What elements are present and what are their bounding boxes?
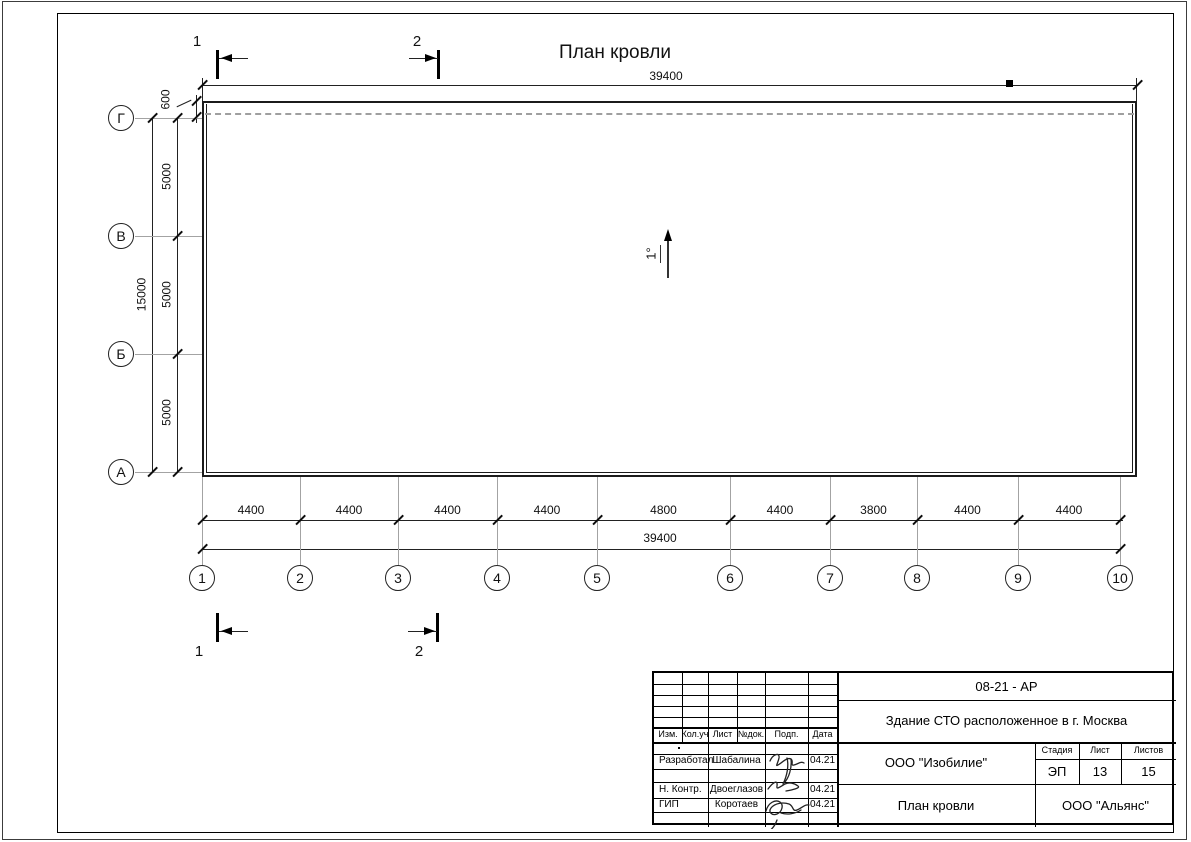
axis-bubble-9: 9	[1005, 565, 1031, 591]
roof-outline	[202, 101, 1137, 477]
tb-role: Н. Контр.	[659, 783, 702, 795]
tb-hline	[654, 717, 837, 718]
title-block-document-code: 08-21 - АР	[975, 678, 1038, 694]
axis-bubble-7: 7	[817, 565, 843, 591]
section-mark-1-bottom-label: 1	[194, 643, 204, 660]
axis-line-А	[135, 472, 202, 473]
sheet-header: Лист	[1090, 744, 1110, 755]
left-overall-dim-label: 15000	[134, 277, 149, 312]
section-mark-2-bottom-bar	[436, 613, 439, 642]
section-mark-2-top-label: 2	[412, 33, 422, 50]
tb-header-col: Кол.уч	[681, 728, 709, 739]
bottom-seg-dim-label: 4800	[650, 503, 677, 517]
bottom-seg-dim-label: 4400	[434, 503, 461, 517]
title-block-designer-org: ООО "Изобилие"	[884, 755, 988, 771]
top-overall-dim-label: 39400	[649, 69, 683, 83]
axis-bubble-1: 1	[189, 565, 215, 591]
tb-hline	[654, 695, 837, 696]
tb-date: 04.21	[809, 755, 836, 767]
left-seg-dim-label: 5000	[159, 163, 174, 190]
title-block-sheet-name: План кровли	[897, 797, 975, 813]
tb-name: Двоеглазов	[709, 783, 764, 795]
left-seg-dim-label: 5000	[159, 281, 174, 308]
tb-header-col: Изм.	[658, 728, 678, 739]
axis-line-В	[135, 236, 202, 237]
stray-dot	[678, 747, 680, 749]
bottom-seg-dim-label: 4400	[766, 503, 794, 517]
slope-arrow-line	[667, 238, 669, 278]
tb-header-col: Дата	[812, 728, 833, 739]
roof-outline-inner-line	[206, 104, 1133, 473]
slope-label-underline	[660, 245, 661, 263]
stage-header: Стадия	[1041, 744, 1073, 755]
tb-date: 04.21	[809, 798, 836, 810]
bottom-seg-dim-label: 4400	[335, 503, 363, 517]
tb-name: Шабалина	[712, 755, 761, 767]
signature-korotaev	[766, 801, 809, 829]
tb-header-col: №док.	[737, 728, 765, 739]
bottom-seg-dim-label: 4400	[237, 503, 265, 517]
axis-bubble-Б: Б	[108, 341, 134, 367]
slope-label: 1°	[643, 247, 659, 260]
axis-bubble-А: А	[108, 459, 134, 485]
axis-bubble-8: 8	[904, 565, 930, 591]
axis-bubble-10: 10	[1107, 565, 1133, 591]
bottom-seg-dim-label: 3800	[860, 503, 887, 517]
left-seg-dim-label: 5000	[159, 399, 174, 426]
axis-bubble-6: 6	[717, 565, 743, 591]
section-mark-1-bottom-bar	[216, 613, 219, 642]
wall-dashed-line	[205, 113, 1134, 115]
slope-arrow-head-icon	[664, 229, 672, 241]
left-overall-dim-line	[152, 118, 153, 472]
bottom-seg-dim-label: 4400	[533, 503, 561, 517]
overhang-dim-label: 600	[158, 89, 173, 110]
grip-point	[1006, 80, 1013, 87]
tb-header-col: Лист	[712, 728, 733, 739]
tb-hline	[654, 706, 837, 707]
section-mark-1-top-bar	[216, 50, 219, 79]
section-mark-1-bottom-arrow-icon	[221, 627, 232, 635]
top-dimension-line	[202, 85, 1137, 86]
tb-name: Коротаев	[714, 798, 759, 810]
title-block-customer-org: ООО "Альянс"	[1062, 797, 1149, 813]
tb-header-col: Подп.	[774, 728, 799, 739]
sheets-header: Листов	[1133, 744, 1164, 755]
section-mark-2-top-bar	[437, 50, 440, 79]
tb-date: 04.21	[809, 783, 836, 795]
tb-role: ГИП	[659, 798, 679, 810]
bottom-overall-dim-label: 39400	[643, 531, 677, 545]
bottom-overall-dim-line	[202, 549, 1120, 550]
bottom-seg-dim-label: 4400	[954, 503, 981, 517]
section-mark-1-top-label: 1	[192, 33, 202, 50]
stage-value: ЭП	[1047, 763, 1067, 779]
sheets-value: 15	[1141, 763, 1156, 779]
axis-bubble-2: 2	[287, 565, 313, 591]
sheet-value: 13	[1092, 763, 1108, 779]
tb-role: Разработал	[659, 755, 714, 767]
bottom-segment-dim-line	[202, 520, 1123, 521]
left-segment-dim-line	[177, 118, 178, 472]
drawing-title: План кровли	[559, 42, 671, 63]
bottom-seg-dim-label: 4400	[1055, 503, 1083, 517]
section-mark-2-bottom-arrow-icon	[424, 627, 435, 635]
top-extension-right	[1136, 78, 1137, 101]
section-mark-1-top-arrow-icon	[221, 54, 232, 62]
axis-bubble-5: 5	[584, 565, 610, 591]
axis-bubble-3: 3	[385, 565, 411, 591]
axis-bubble-Г: Г	[108, 105, 134, 131]
section-mark-2-bottom-label: 2	[414, 643, 424, 660]
section-mark-2-top-arrow-icon	[425, 54, 436, 62]
signature-shabalina-tail	[783, 758, 791, 784]
axis-line-Б	[135, 354, 202, 355]
title-block-project-title: Здание СТО расположенное в г. Москва	[885, 713, 1128, 729]
tb-hline	[654, 684, 837, 685]
axis-bubble-4: 4	[484, 565, 510, 591]
axis-bubble-В: В	[108, 223, 134, 249]
title-block	[652, 671, 1174, 825]
